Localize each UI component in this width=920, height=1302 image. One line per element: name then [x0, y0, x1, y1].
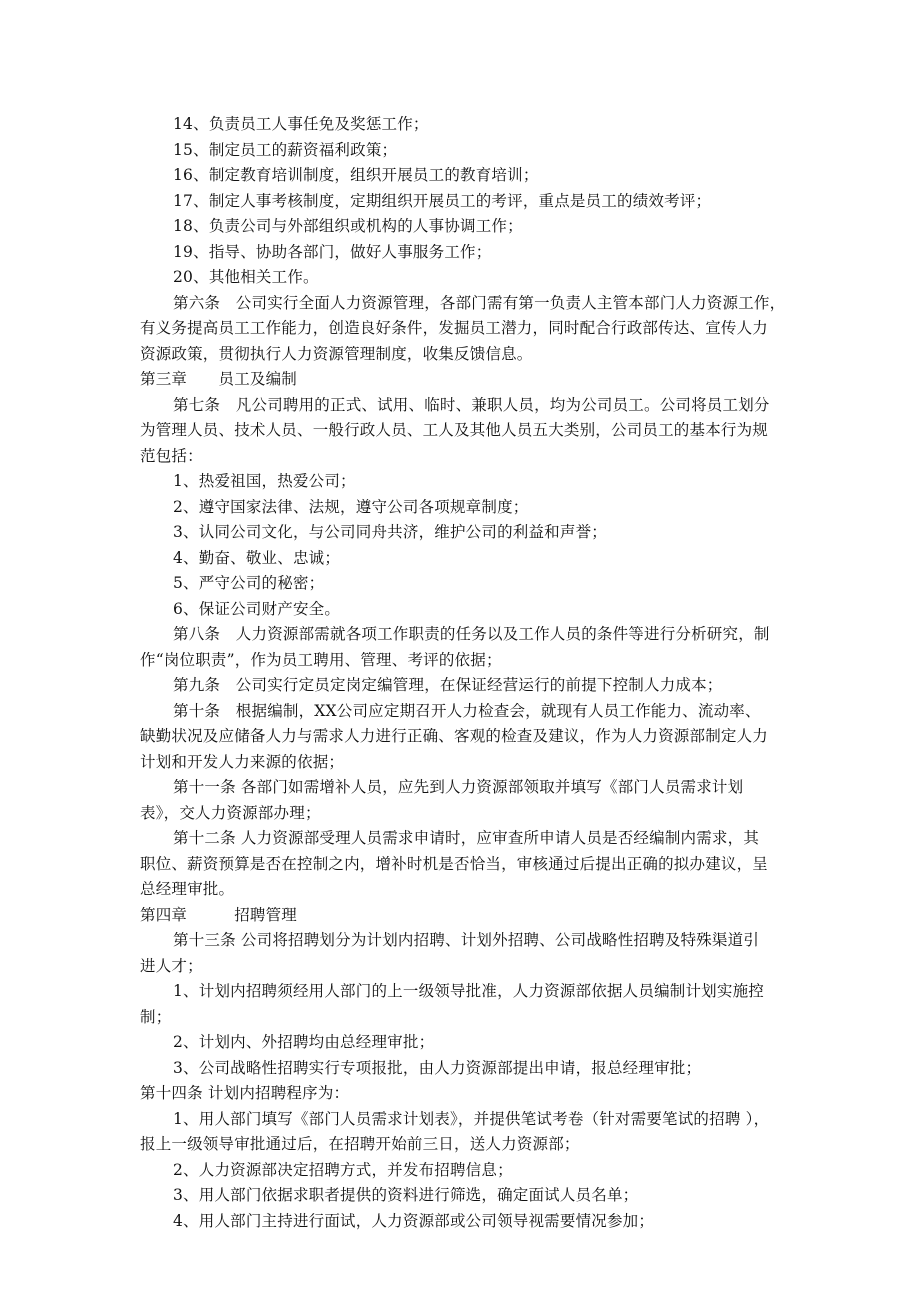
text-line: 1、用人部门填写《部门人员需求计划表》，并提供笔试考卷（针对需要笔试的招聘 ），: [173, 1109, 770, 1128]
text-line: 3、公司战略性招聘实行专项报批，由人力资源部提出申请，报总经理审批；: [173, 1058, 702, 1077]
text-line: 4、勤奋、敬业、忠诚；: [173, 548, 341, 567]
text-line: 表》，交人力资源部办理；: [140, 803, 321, 822]
document-body: [140, 112, 785, 1234]
text-line: 3、认同公司文化，与公司同舟共济，维护公司的利益和声誉；: [173, 523, 607, 541]
text-line: 作“岗位职责”，作为员工聘用、管理、考评的依据；: [140, 650, 502, 669]
text-line: 5、严守公司的秘密；: [173, 574, 325, 592]
text-line: 范包括：: [140, 446, 203, 465]
text-line: 第十条 根据编制，XX公司应定期召开人力检查会，就现有人员工作能力、流动率、: [173, 701, 761, 720]
text-line: 2、计划内、外招聘均由总经理审批；: [173, 1033, 435, 1051]
text-line: 第七条 凡公司聘用的正式、试用、临时、兼职人员，均为公司员工。公司将员工划分: [173, 395, 770, 414]
text-line: 职位、薪资预算是否在控制之内，增补时机是否恰当，审核通过后提出正确的拟办建议，呈: [140, 854, 769, 873]
text-line: 总经理审批。: [140, 880, 235, 898]
text-line: 1、计划内招聘须经用人部门的上一级领导批准，人力资源部依据人员编制计划实施控: [173, 982, 764, 1000]
text-line: 第十三条 公司将招聘划分为计划内招聘、计划外招聘、公司战略性招聘及特殊渠道引: [173, 931, 760, 949]
text-line: 第十四条 计划内招聘程序为：: [140, 1084, 350, 1102]
text-line: 20、其他相关工作。: [173, 268, 319, 286]
text-line: 有义务提高员工工作能力，创造良好条件，发掘员工潜力，同时配合行政部传达、宣传人力: [140, 319, 769, 337]
text-line: 16、制定教育培训制度，组织开展员工的教育培训；: [173, 166, 539, 184]
text-line: 进人才；: [140, 956, 203, 975]
text-line: 第十一条 各部门如需增补人员，应先到人力资源部领取并填写《部门人员需求计划: [173, 778, 744, 796]
text-line: 1、热爱祖国，热爱公司；: [173, 472, 356, 490]
text-line: 15、制定员工的薪资福利政策；: [173, 140, 398, 159]
text-line: 19、指导、协助各部门，做好人事服务工作；: [173, 242, 492, 261]
text-line: 17、制定人事考核制度，定期组织开展员工的考评，重点是员工的绩效考评；: [173, 191, 712, 210]
text-line: 计划和开发人力来源的依据；: [140, 752, 345, 771]
text-line: 4、用人部门主持进行面试，人力资源部或公司领导视需要情况参加；: [173, 1211, 655, 1230]
text-line: 14、负责员工人事任免及奖惩工作；: [173, 115, 429, 133]
text-line: 第六条 公司实行全面人力资源管理，各部门需有第一负责人主管本部门人力资源工作，: [173, 293, 786, 312]
text-line: 报上一级领导审批通过后，在招聘开始前三日，送人力资源部；: [140, 1135, 580, 1153]
text-line: 6、保证公司财产安全。: [173, 599, 341, 618]
text-line: 第十二条 人力资源部受理人员需求申请时，应审查所申请人员是否经编制内需求，其: [173, 829, 760, 847]
text-line: 第三章 员工及编制: [140, 370, 298, 388]
text-line: 第八条 人力资源部需就各项工作职责的任务以及工作人员的条件等进行分析研究，制: [173, 625, 770, 643]
text-line: 2、人力资源部决定招聘方式，并发布招聘信息；: [173, 1160, 513, 1179]
text-line: 第九条 公司实行定员定岗定编管理，在保证经营运行的前提下控制人力成本；: [173, 676, 723, 694]
text-line: 2、遵守国家法律、法规，遵守公司各项规章制度；: [173, 497, 529, 516]
text-line: 资源政策，贯彻执行人力资源管理制度，收集反馈信息。: [140, 344, 533, 363]
text-line: 为管理人员、技术人员、一般行政人员、工人及其他人员五大类别，公司员工的基本行为规: [140, 421, 769, 439]
text-line: 第四章 招聘管理: [140, 905, 298, 924]
text-line: 18、负责公司与外部组织或机构的人事协调工作；: [173, 217, 523, 235]
text-line: 3、用人部门依据求职者提供的资料进行筛选，确定面试人员名单；: [173, 1186, 639, 1204]
text-line: 缺勤状况及应储备人力与需求人力进行正确、客观的检查及建议，作为人力资源部制定人力: [140, 727, 769, 745]
text-line: 制；: [140, 1007, 172, 1026]
